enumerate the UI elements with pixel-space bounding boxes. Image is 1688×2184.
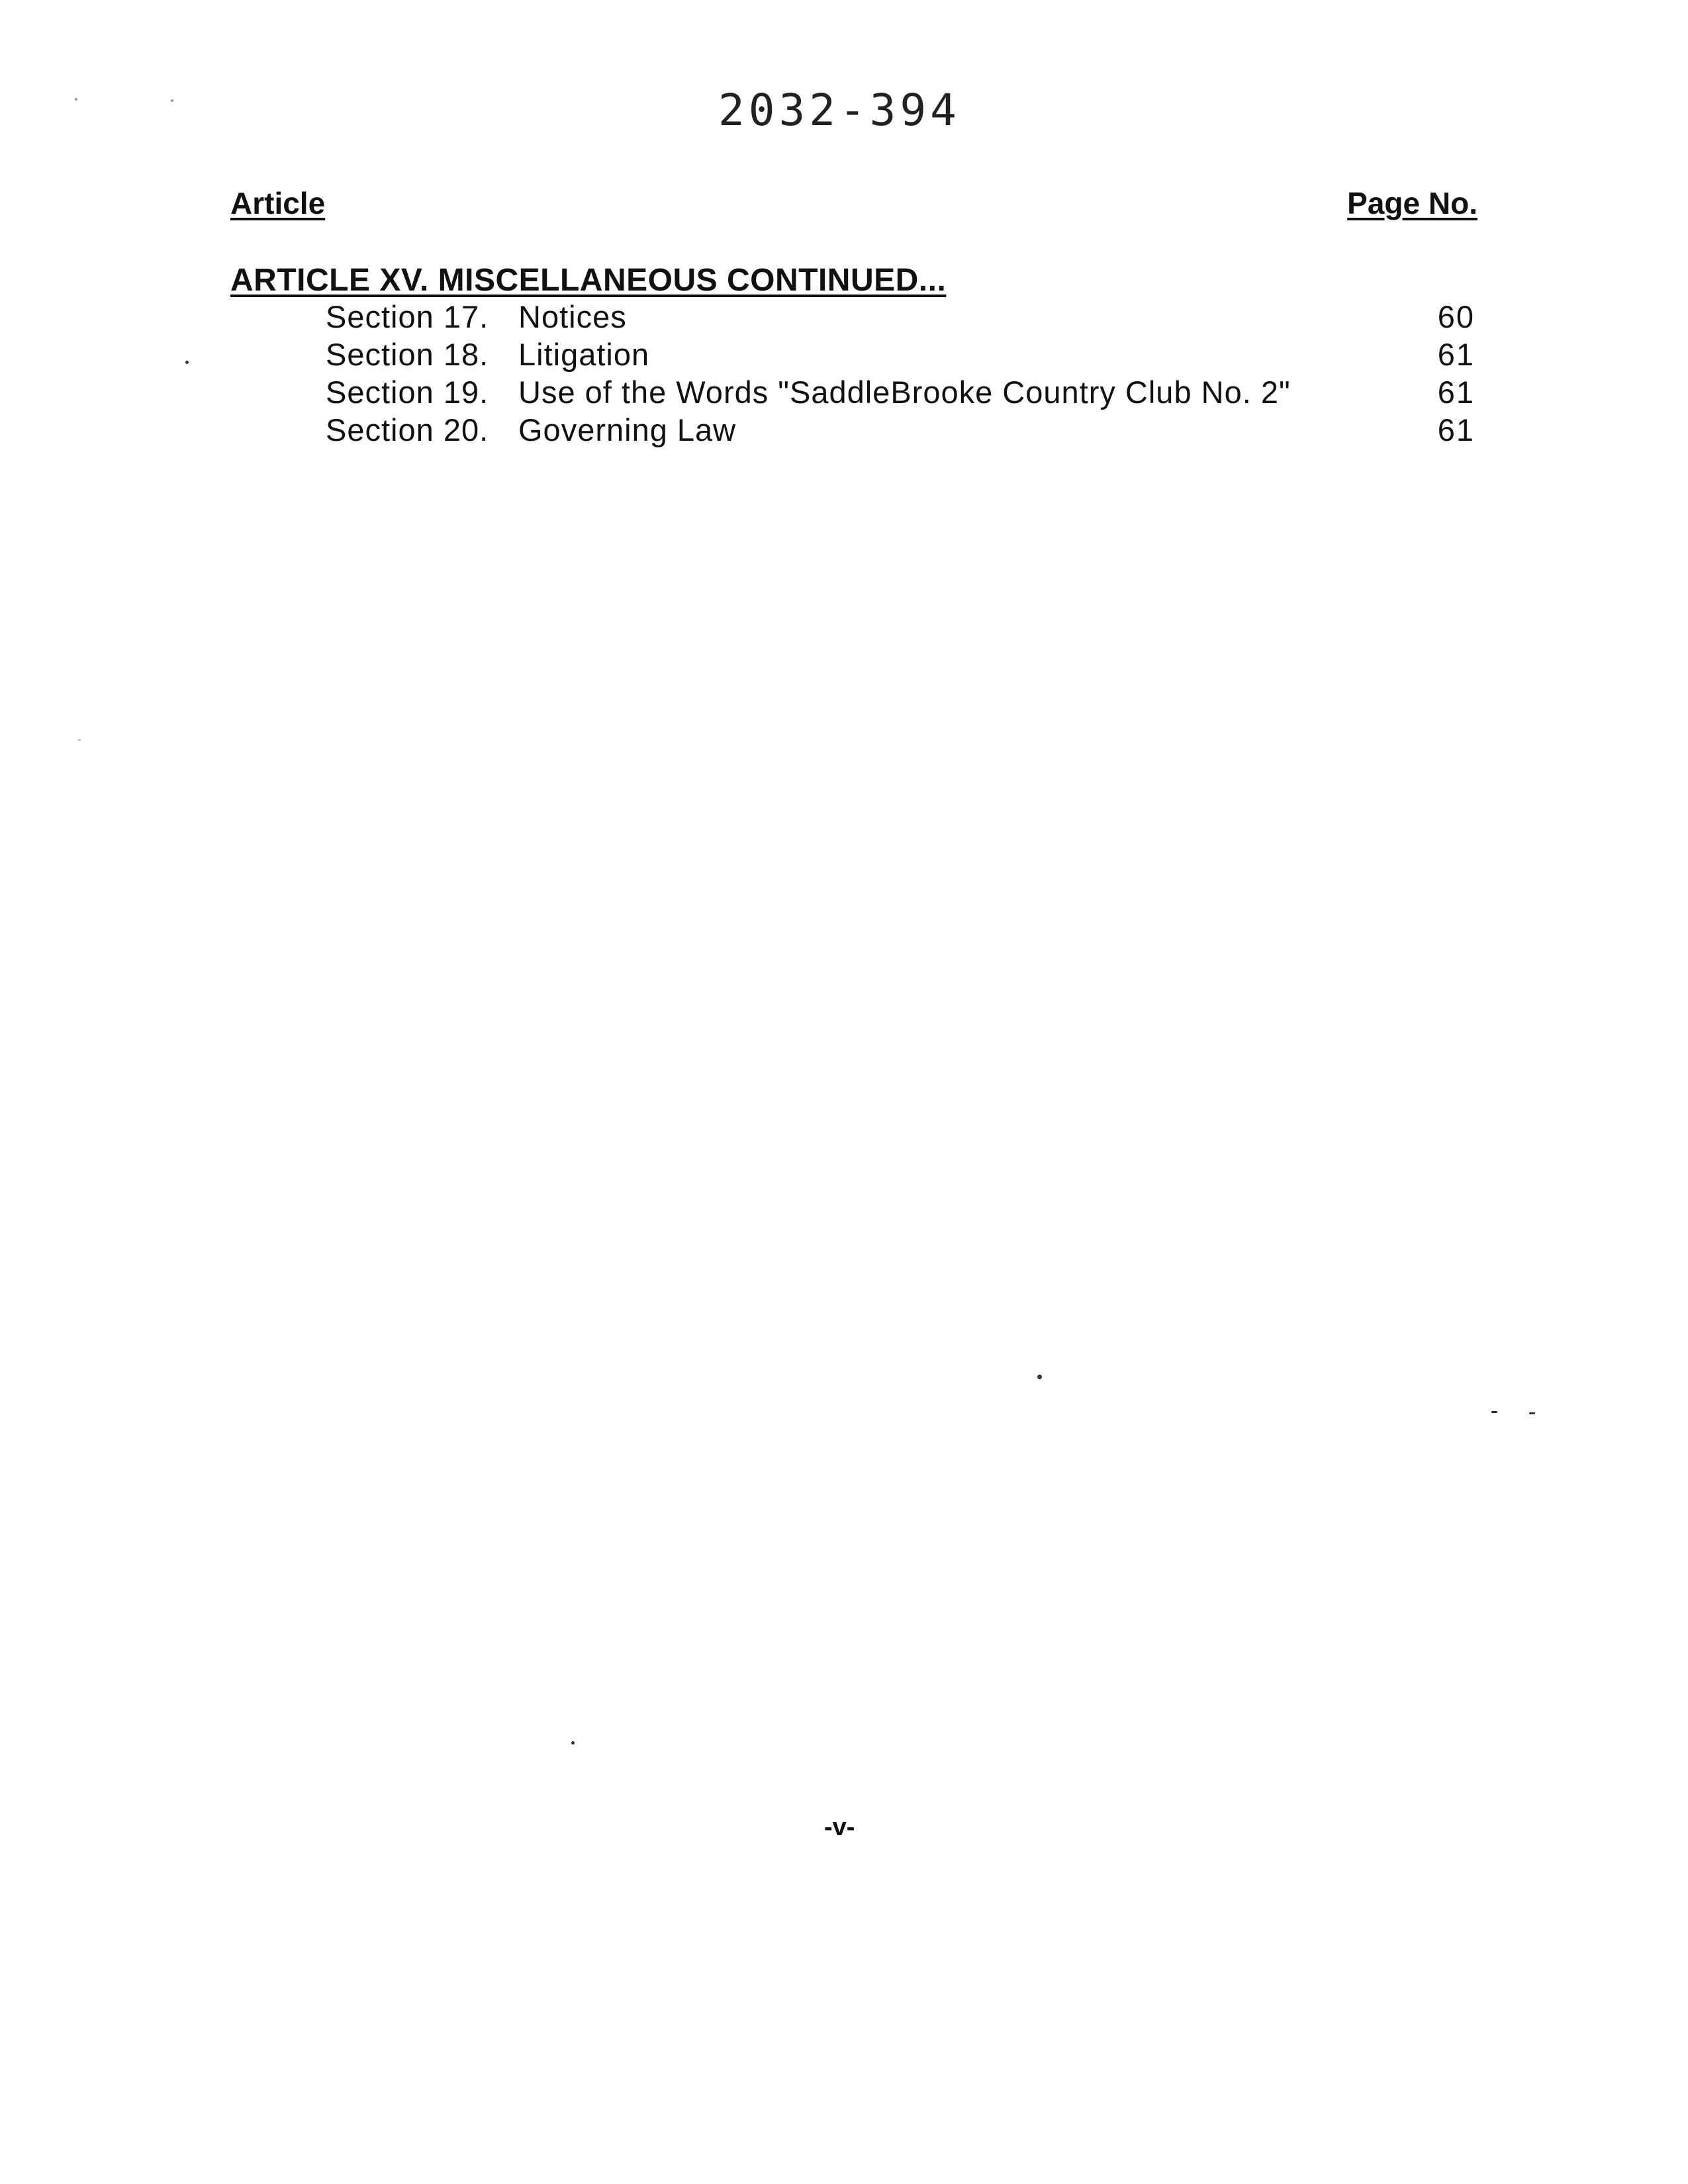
section-title: Governing Law (518, 412, 737, 447)
footer-page-number: -v- (824, 1813, 855, 1841)
scan-speck (1529, 1412, 1535, 1414)
scan-speck (571, 1741, 575, 1745)
scan-speck (185, 361, 189, 364)
page-number-column-header: Page No. (1347, 186, 1477, 220)
scan-speck (1037, 1375, 1042, 1379)
section-page-number: 61 (1437, 337, 1475, 372)
document-number: 2032-394 (718, 85, 961, 136)
toc-entry (0, 373, 1688, 411)
section-number: Section 17. (326, 299, 489, 334)
article-heading: ARTICLE XV. MISCELLANEOUS CONTINUED... (230, 263, 947, 298)
scan-speck (75, 98, 77, 101)
toc-entry (0, 336, 1688, 373)
scan-speck (1491, 1411, 1497, 1413)
section-number: Section 20. (326, 412, 489, 447)
section-number: Section 19. (326, 375, 489, 410)
toc-entry (0, 298, 1688, 336)
section-title: Use of the Words "SaddleBrooke Country Club No. 2" (518, 375, 1291, 410)
section-page-number: 61 (1437, 412, 1475, 447)
section-title: Notices (518, 299, 627, 334)
scan-speck (78, 739, 81, 741)
scan-speck (171, 99, 173, 102)
section-page-number: 61 (1437, 375, 1475, 410)
section-number: Section 18. (326, 337, 489, 372)
toc-entry (0, 411, 1688, 449)
section-title: Litigation (518, 337, 650, 372)
article-column-header: Article (230, 186, 326, 220)
table-of-contents-list (0, 298, 1688, 449)
section-page-number: 60 (1437, 299, 1475, 334)
